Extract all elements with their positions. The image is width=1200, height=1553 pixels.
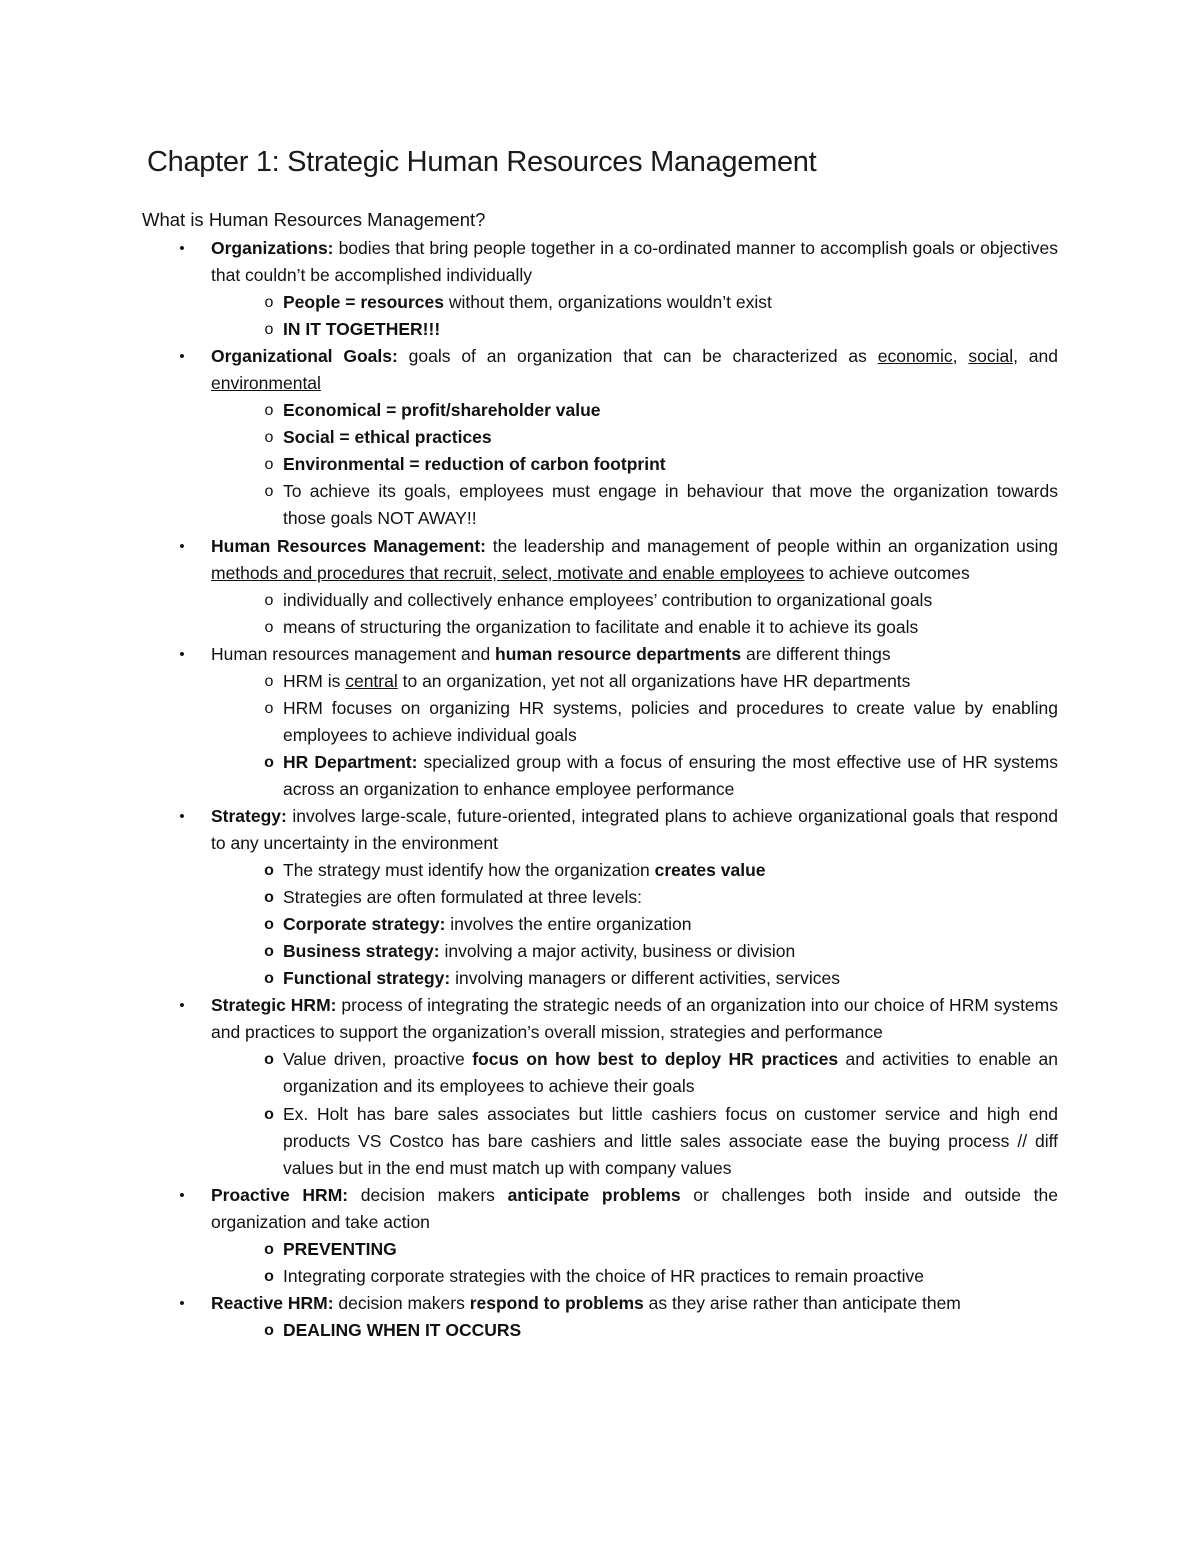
term: respond to problems bbox=[469, 1292, 644, 1313]
sub-list bbox=[211, 1317, 1058, 1344]
sub-list-item bbox=[211, 1317, 1058, 1344]
bullet-icon: • bbox=[179, 997, 185, 1015]
sub-term: IN IT TOGETHER!!! bbox=[283, 319, 441, 340]
sub-bullet-icon: o bbox=[264, 1240, 274, 1258]
definition: or challenges both inside and outside the organization and take action bbox=[211, 1184, 1058, 1232]
sub-term: Social = ethical practices bbox=[283, 427, 492, 448]
sub-text: HRM is bbox=[283, 670, 346, 691]
term: Proactive HRM: bbox=[211, 1184, 349, 1205]
sub-term: PREVENTING bbox=[283, 1238, 397, 1259]
sub-term: focus on how best to deploy HR practices bbox=[472, 1049, 839, 1070]
sub-text: involving managers or different activities, services bbox=[450, 968, 840, 989]
sub-text: To achieve its goals, employees must engage in behaviour that move the organization towards those goals NOT AWAY!! bbox=[283, 481, 1058, 529]
sub-bullet-icon: o bbox=[264, 429, 274, 447]
sub-text: The strategy must identify how the organization bbox=[283, 860, 655, 881]
definition: as they arise rather than anticipate them bbox=[643, 1292, 961, 1313]
sub-list-item bbox=[211, 316, 1058, 343]
sub-text: Value driven, proactive bbox=[283, 1049, 473, 1070]
sub-term: Functional strategy: bbox=[283, 968, 451, 989]
sub-text: specialized group with a focus of ensuring the most effective use of HR systems across an organization to enhance employee performance bbox=[283, 751, 1058, 799]
sub-term: People = resources bbox=[283, 292, 444, 313]
sub-bullet-icon: o bbox=[264, 889, 274, 907]
sub-bullet-icon: o bbox=[264, 753, 274, 771]
term: Reactive HRM: bbox=[211, 1292, 334, 1313]
sub-list-item bbox=[211, 1101, 1058, 1182]
sub-list-item bbox=[211, 695, 1058, 749]
term: Strategic HRM: bbox=[211, 995, 337, 1016]
sub-bullet-icon: o bbox=[264, 672, 274, 690]
sub-term: Corporate strategy: bbox=[283, 914, 446, 935]
sub-bullet-icon: o bbox=[264, 402, 274, 420]
list-item bbox=[166, 533, 1058, 641]
bullet-icon: • bbox=[179, 1294, 185, 1312]
definition: goals of an organization that can be characterized as bbox=[397, 346, 878, 367]
bullet-icon: • bbox=[179, 348, 185, 366]
term: Organizations: bbox=[211, 238, 334, 258]
sub-text: and activities to enable an organization and its employees to achieve their goals bbox=[283, 1049, 1058, 1097]
list-item bbox=[166, 1290, 1058, 1344]
sub-text: Integrating corporate strategies with the choice of HR practices to remain proactive bbox=[283, 1265, 925, 1286]
sub-list bbox=[211, 857, 1058, 992]
sub-list-item bbox=[211, 1046, 1058, 1100]
sub-bullet-icon: o bbox=[264, 1051, 274, 1069]
sub-list-item bbox=[211, 614, 1058, 641]
sub-list-item bbox=[211, 478, 1058, 532]
sub-bullet-icon: o bbox=[264, 294, 274, 312]
sub-list-item bbox=[211, 749, 1058, 803]
sub-list bbox=[211, 289, 1058, 343]
definition: process of integrating the strategic needs of an organization into our choice of HRM systems and practices to support the organization’s overall mission, strategies and performance bbox=[211, 995, 1058, 1043]
definition: decision makers bbox=[348, 1184, 508, 1205]
term: Human Resources Management: bbox=[211, 535, 487, 556]
sub-text: ease the buying process // diff values but in the end must match up with company values bbox=[283, 1130, 1058, 1178]
list-item bbox=[166, 803, 1058, 992]
sub-list-item bbox=[211, 397, 1058, 424]
underlined-text: environmental bbox=[211, 373, 321, 394]
bullet-icon: • bbox=[179, 1186, 185, 1204]
section-heading: What is Human Resources Management? bbox=[142, 209, 486, 230]
sub-list-item bbox=[211, 587, 1058, 614]
sub-term: Business strategy: bbox=[283, 941, 440, 962]
sub-list bbox=[211, 668, 1058, 803]
sub-text: Strategies are often formulated at three levels: bbox=[283, 887, 642, 908]
sub-list-item bbox=[211, 911, 1058, 938]
definition: involves large-scale, future-oriented, integrated plans to achieve organizational goals that respond to any uncertainty in the environment bbox=[211, 805, 1058, 854]
sub-term: Environmental = reduction of carbon footprint bbox=[283, 454, 666, 475]
sub-bullet-icon: o bbox=[264, 943, 274, 961]
list-item bbox=[166, 1182, 1058, 1290]
document-body bbox=[166, 235, 1058, 1344]
sub-list-item bbox=[211, 1263, 1058, 1290]
sub-list-item bbox=[211, 965, 1058, 992]
bullet-icon: • bbox=[179, 240, 185, 257]
sub-text: involving a major activity, business or division bbox=[439, 941, 796, 962]
sub-text: enhance employees’ contribution to organizational goals bbox=[497, 589, 933, 610]
underlined-text: central bbox=[345, 670, 398, 691]
term: anticipate problems bbox=[507, 1184, 681, 1205]
sub-bullet-icon: o bbox=[264, 1267, 274, 1285]
sub-text: means of structuring the organization to facilitate and enable it to achieve its goals bbox=[283, 616, 919, 637]
sub-list bbox=[211, 1236, 1058, 1290]
sub-list-item bbox=[211, 451, 1058, 478]
sub-bullet-icon: o bbox=[264, 618, 274, 636]
sub-list-item bbox=[211, 938, 1058, 965]
sub-text: focus on customer service and high end products VS Costco has bare cashiers and little sales associate bbox=[283, 1103, 1058, 1151]
sub-bullet-icon: o bbox=[264, 483, 274, 501]
list-item bbox=[166, 641, 1058, 803]
main-bullet-list bbox=[166, 235, 1058, 1344]
definition: decision makers bbox=[333, 1292, 470, 1313]
sub-list-item bbox=[211, 289, 1058, 316]
sub-bullet-icon: o bbox=[264, 591, 274, 609]
bullet-icon: • bbox=[179, 537, 185, 555]
underlined-text: economic bbox=[877, 346, 953, 367]
sub-bullet-icon: o bbox=[264, 321, 274, 339]
bullet-icon: • bbox=[179, 807, 185, 825]
sub-text: involves the entire organization bbox=[445, 914, 692, 935]
definition: the leadership and management of people within an organization using bbox=[486, 535, 1059, 556]
sub-list-item bbox=[211, 424, 1058, 451]
list-item bbox=[166, 992, 1058, 1181]
sub-bullet-icon: o bbox=[264, 970, 274, 988]
definition: , and bbox=[1013, 346, 1058, 367]
sub-bullet-icon: o bbox=[264, 916, 274, 934]
page-title: Chapter 1: Strategic Human Resources Management bbox=[147, 146, 817, 178]
sub-list bbox=[211, 587, 1058, 641]
underlined-text: social bbox=[968, 346, 1014, 367]
sub-text: individually and collectively bbox=[283, 589, 497, 610]
sub-bullet-icon: o bbox=[264, 862, 274, 880]
sub-bullet-icon: o bbox=[264, 699, 274, 717]
sub-term: DEALING WHEN IT OCCURS bbox=[283, 1319, 522, 1340]
sub-text: without them, organizations wouldn’t exist bbox=[448, 292, 772, 313]
sub-bullet-icon: o bbox=[264, 1105, 274, 1123]
sub-text: to an organization, yet not all organizations have HR departments bbox=[397, 670, 911, 691]
sub-text: HRM focuses on organizing HR systems, policies and procedures to create value by enabling employees to achieve individual goals bbox=[283, 697, 1058, 745]
sub-list-item bbox=[211, 668, 1058, 695]
sub-bullet-icon: o bbox=[264, 456, 274, 474]
definition: , bbox=[952, 346, 969, 367]
sub-term: creates value bbox=[654, 860, 766, 881]
term: Organizational Goals: bbox=[211, 346, 398, 367]
term: human resource departments bbox=[495, 643, 742, 664]
list-item bbox=[166, 343, 1058, 532]
underlined-text: methods and procedures that recruit, select, motivate and enable employees bbox=[211, 562, 805, 583]
bullet-icon: • bbox=[179, 645, 185, 663]
sub-list-item bbox=[211, 857, 1058, 884]
sub-term: Economical = profit/shareholder value bbox=[283, 400, 601, 421]
definition: are different things bbox=[741, 643, 891, 664]
sub-list-item bbox=[211, 1236, 1058, 1263]
sub-list-item bbox=[211, 884, 1058, 911]
list-item bbox=[166, 235, 1058, 343]
sub-bullet-icon: o bbox=[264, 1321, 274, 1339]
definition: bodies that bring people together in a co-ordinated manner to accomplish goals or objectives that couldn’t be accomplished individually bbox=[211, 238, 1058, 286]
sub-text: Ex. Holt has bare sales associates but little cashiers bbox=[283, 1103, 726, 1124]
term: Strategy: bbox=[211, 805, 287, 826]
sub-term: HR Department: bbox=[283, 751, 418, 772]
sub-list bbox=[211, 1046, 1058, 1181]
definition: Human resources management and bbox=[211, 643, 496, 664]
sub-list bbox=[211, 397, 1058, 532]
definition: to achieve outcomes bbox=[804, 562, 970, 583]
